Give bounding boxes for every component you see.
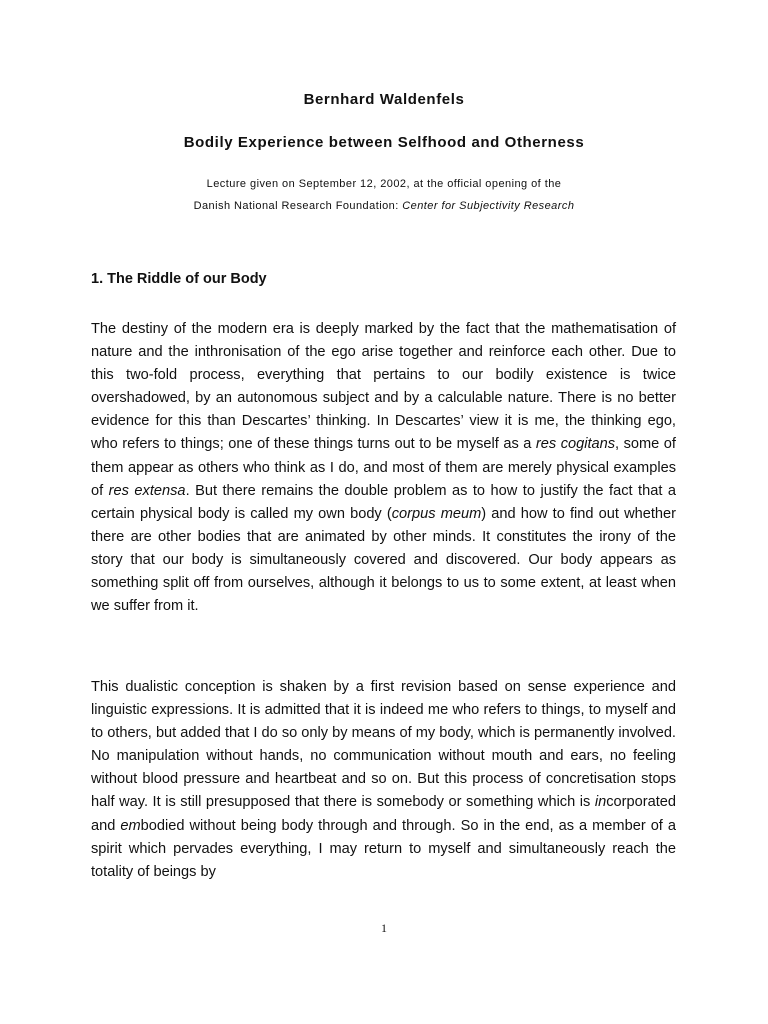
lecture-info-center-name: Center for Subjectivity Research bbox=[402, 200, 575, 212]
paragraph-2-segment: corporated and bbox=[91, 794, 676, 834]
paragraph-2-segment: This dualistic conception is shaken by a first revision based on sense experience and linguistic expressions. It is admitted that it is indeed me who refers to things, to myself and to others, but added that I do so only by means of my body, which is permanently involved. No manipulation without hands, no communication without mouth and ears, no feeling without blood pressure and heartbeat and so on. But this process of concretisation stops half way. It is still presupposed that there is somebody or something which is bbox=[91, 679, 676, 811]
paragraph-1 bbox=[91, 318, 676, 618]
document-title: Bodily Experience between Selfhood and Otherness bbox=[183, 134, 585, 151]
paragraph-1-segment: The destiny of the modern era is deeply marked by the fact that the mathematisation of nature and the inthronisation of the ego arise together and reinforce each other. Due to this two-fold process, everything that pertains to our bodily existence is twice overshadowed, by an autonomous subject and by a calculable nature. There is no better evidence for this than Descartes’ thinking. In Descartes’ view it is me, the thinking ego, who refers to things; one of these things turns out to be myself as a bbox=[91, 321, 676, 453]
paragraph-2 bbox=[91, 676, 676, 884]
paragraph-2-segment: in bbox=[594, 794, 607, 811]
author-name: Bernhard Waldenfels bbox=[303, 91, 465, 108]
paragraph-1-segment: ) and how to find out whether there are other bodies that are animated by other minds. It constitutes the irony of the story that our body is simultaneously covered and discovered. Our body appears as something split off from ourselves, although it belongs to us to some extent, at least when we suffer from it. bbox=[91, 505, 677, 615]
paragraph-1-segment: corpus meum bbox=[391, 505, 482, 522]
section-heading: 1. The Riddle of our Body bbox=[91, 271, 267, 287]
paragraph-2-segment: em bbox=[120, 817, 141, 834]
lecture-info-line-1: Lecture given on September 12, 2002, at the official opening of the bbox=[206, 178, 562, 190]
paragraph-1-segment: , some of them appear as others who think as I do, and most of them are merely physical examples of bbox=[91, 436, 676, 499]
paragraph-1-segment: res cogitans bbox=[535, 436, 616, 453]
page-number: 1 bbox=[381, 921, 387, 935]
lecture-info-line-2 bbox=[0, 200, 768, 212]
lecture-info-prefix: Danish National Research Foundation: bbox=[193, 200, 403, 212]
paragraph-2-segment: bodied without being body through and through. So in the end, as a member of a spirit which pervades everything, I may return to myself and simultaneously reach the totality of beings by bbox=[91, 817, 677, 880]
paragraph-1-segment: . But there remains the double problem as to how to justify the fact that a certain physical body is called my own body ( bbox=[91, 482, 676, 522]
paragraph-1-segment: res extensa bbox=[108, 482, 186, 499]
